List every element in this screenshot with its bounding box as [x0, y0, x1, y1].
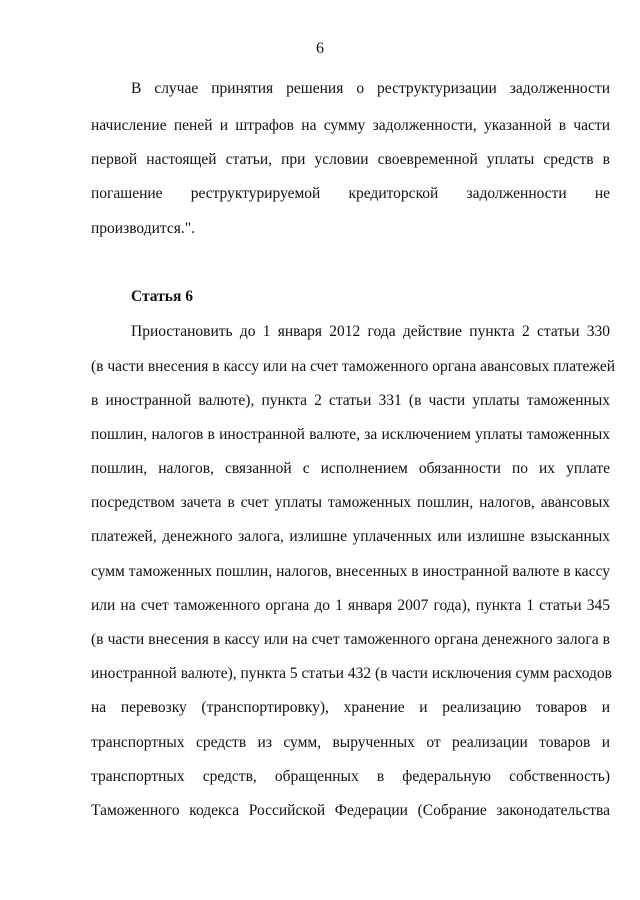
text-line: сумм таможенных пошлин, налогов, внесенных в иностранной валюте в кассу [91, 563, 610, 580]
text-line: производится.". [91, 220, 195, 237]
text-line: посредством зачета в счет уплаты таможенных пошлин, налогов, авансовых [91, 494, 610, 511]
text-line: пошлин, налогов в иностранной валюте, за исключением уплаты таможенных [91, 426, 610, 443]
text-line: (в части внесения в кассу или на счет таможенного органа денежного залога в [91, 631, 610, 648]
text-line: или на счет таможенного органа до 1 января 2007 года), пункта 1 статьи 345 [91, 597, 610, 614]
text-line: пошлин, налогов, связанной с исполнением обязанности по их уплате [91, 460, 610, 477]
page-number: 6 [316, 40, 324, 57]
text-line: транспортных средств, обращенных в федеральную собственность) [91, 768, 610, 785]
text-line: первой настоящей статьи, при условии своевременной уплаты средств в [91, 151, 610, 168]
article-heading: Статья 6 [131, 288, 193, 305]
text-line: начисление пеней и штрафов на сумму задолженности, указанной в части [91, 117, 610, 134]
text-line: на перевозку (транспортировку), хранение и реализацию товаров и [91, 699, 610, 716]
text-line: погашение реструктурируемой кредиторской задолженности не [91, 185, 610, 202]
text-line: иностранной валюте), пункта 5 статьи 432 (в части исключения сумм расходов [91, 665, 612, 682]
text-line: Таможенного кодекса Российской Федерации (Собрание законодательства [91, 802, 610, 819]
text-line: Приостановить до 1 января 2012 года действие пункта 2 статьи 330 [131, 323, 610, 340]
text-line: В случае принятия решения о реструктуризации задолженности [131, 80, 610, 97]
text-line: транспортных средств из сумм, вырученных от реализации товаров и [91, 734, 610, 751]
text-line: платежей, денежного залога, излишне уплаченных или излишне взысканных [91, 528, 610, 545]
text-line: в иностранной валюте), пункта 2 статьи 331 (в части уплаты таможенных [91, 392, 610, 409]
text-line: (в части внесения в кассу или на счет таможенного органа авансовых платежей [91, 358, 616, 375]
